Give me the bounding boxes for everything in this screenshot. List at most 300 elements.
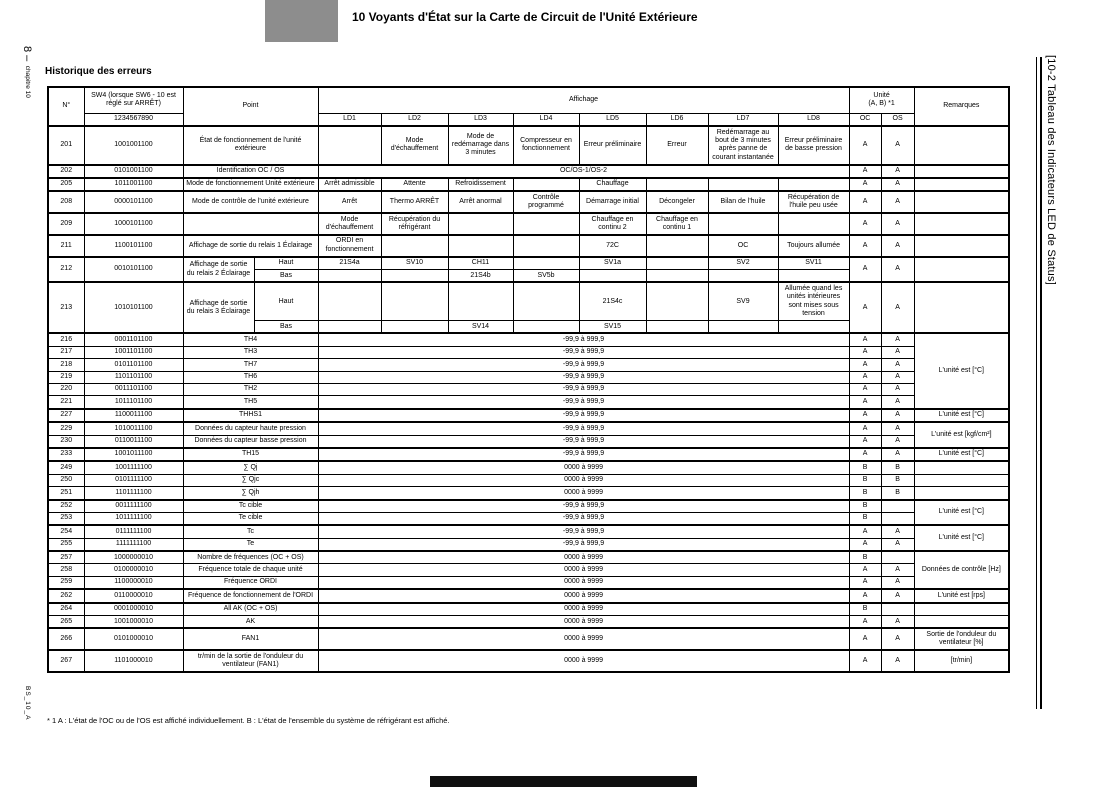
cell-os: B — [881, 487, 914, 500]
cell-display-range: -99,9 à 999,9 — [318, 359, 849, 371]
document-code: BS_10_A — [24, 686, 31, 721]
cell-sw4: 0001000010 — [84, 603, 183, 616]
table-row-220 — [48, 383, 1009, 395]
cell-ld4 — [513, 282, 579, 320]
cell-oc: A — [849, 435, 881, 448]
page-number: 8 – — [21, 46, 33, 62]
cell-sw4: 1000000010 — [84, 551, 183, 564]
cell-remark — [914, 257, 1009, 283]
cell-oc: A — [849, 576, 881, 589]
chapter-label: chapitre 10 — [24, 65, 31, 98]
cell-os: A — [881, 359, 914, 371]
cell-ld5: Chauffage — [579, 178, 646, 191]
cell-ld3: Refroidissement — [448, 178, 513, 191]
cell-remark — [914, 461, 1009, 474]
cell-point: TH7 — [183, 359, 318, 371]
column-header-remarques: Remarques — [914, 87, 1009, 126]
cell-ld7: Redémarrage au bout de 3 minutes après panne de courant instantanée — [708, 126, 778, 165]
cell-ld4 — [513, 178, 579, 191]
cell-oc: A — [849, 383, 881, 395]
cell-sw4: 0100000010 — [84, 564, 183, 576]
cell-sw4: 1011111100 — [84, 512, 183, 525]
cell-ld7 — [708, 270, 778, 283]
cell-sw4: 1100011100 — [84, 409, 183, 422]
cell-no: 217 — [48, 346, 84, 358]
cell-point: THHS1 — [183, 409, 318, 422]
cell-ld1: Mode d'échauffement — [318, 213, 381, 235]
cell-ld7: Bilan de l'huile — [708, 191, 778, 213]
cell-no: 252 — [48, 500, 84, 513]
cell-ld2: Récupération du réfrigérant — [381, 213, 448, 235]
cell-ld3: CH11 — [448, 257, 513, 270]
cell-remark: Données de contrôle [Hz] — [914, 551, 1009, 589]
cell-point: Données du capteur basse pression — [183, 435, 318, 448]
cell-display-range: -99,9 à 999,9 — [318, 512, 849, 525]
cell-os: B — [881, 461, 914, 474]
cell-ld3 — [448, 213, 513, 235]
cell-os: A — [881, 333, 914, 346]
cell-oc: A — [849, 178, 881, 191]
cell-ld6: Erreur — [646, 126, 708, 165]
cell-level: Haut — [254, 282, 318, 320]
cell-ld6 — [646, 270, 708, 283]
cell-no: 257 — [48, 551, 84, 564]
cell-sw4: 0000101100 — [84, 191, 183, 213]
cell-oc: A — [849, 616, 881, 629]
column-header-affichage: Affichage — [318, 87, 849, 113]
cell-display-range: -99,9 à 999,9 — [318, 435, 849, 448]
cell-sw4: 1010011100 — [84, 422, 183, 435]
cell-os: A — [881, 525, 914, 538]
cell-os: A — [881, 589, 914, 602]
cell-os: A — [881, 628, 914, 650]
table-row-267 — [48, 650, 1009, 672]
cell-no: 201 — [48, 126, 84, 165]
cell-ld3: Mode de redémarrage dans 3 minutes — [448, 126, 513, 165]
cell-sw4: 0101001100 — [84, 165, 183, 178]
cell-ld4 — [513, 257, 579, 270]
cell-os — [881, 512, 914, 525]
cell-oc: A — [849, 371, 881, 383]
cell-oc: B — [849, 551, 881, 564]
cell-os: A — [881, 346, 914, 358]
cell-os: A — [881, 616, 914, 629]
cell-sw4: 0110011100 — [84, 435, 183, 448]
cell-oc: B — [849, 461, 881, 474]
cell-ld2 — [381, 270, 448, 283]
cell-ld7: SV9 — [708, 282, 778, 320]
cell-remark — [914, 178, 1009, 191]
cell-sw4: 1001101100 — [84, 346, 183, 358]
table-row-253 — [48, 512, 1009, 525]
cell-oc: A — [849, 282, 881, 333]
cell-ld5 — [579, 270, 646, 283]
cell-oc: B — [849, 487, 881, 500]
cell-sw4: 0010101100 — [84, 257, 183, 283]
cell-os: A — [881, 235, 914, 257]
cell-ld8 — [778, 178, 849, 191]
cell-point: Affichage de sortie du relais 1 Éclairage — [183, 235, 318, 257]
cell-point: Nombre de fréquences (OC + OS) — [183, 551, 318, 564]
cell-ld4: Contrôle programmé — [513, 191, 579, 213]
table-row-254 — [48, 525, 1009, 538]
table-header — [48, 87, 1009, 126]
cell-sw4: 1001001100 — [84, 126, 183, 165]
cell-remark: L'unité est [°C] — [914, 409, 1009, 422]
cell-display-range: -99,9 à 999,9 — [318, 346, 849, 358]
cell-oc: B — [849, 512, 881, 525]
cell-display-range: -99,9 à 999,9 — [318, 396, 849, 409]
cell-point: TH3 — [183, 346, 318, 358]
cell-os: A — [881, 383, 914, 395]
table-row-257 — [48, 551, 1009, 564]
cell-oc: A — [849, 165, 881, 178]
table-row-212 — [48, 257, 1009, 270]
cell-sw4: 1001111100 — [84, 461, 183, 474]
cell-os: A — [881, 191, 914, 213]
cell-oc: B — [849, 603, 881, 616]
side-tab-rule — [1036, 57, 1042, 709]
cell-no: 213 — [48, 282, 84, 333]
cell-point: Tc — [183, 525, 318, 538]
cell-remark — [914, 213, 1009, 235]
cell-no: 267 — [48, 650, 84, 672]
cell-point: ∑ Qjh — [183, 487, 318, 500]
table-row-252 — [48, 500, 1009, 513]
cell-ld5: Erreur préliminaire — [579, 126, 646, 165]
cell-os: A — [881, 538, 914, 551]
cell-no: 227 — [48, 409, 84, 422]
column-header-ld1: LD1 — [318, 113, 381, 126]
cell-no: 202 — [48, 165, 84, 178]
cell-point: Fréquence ORDI — [183, 576, 318, 589]
cell-os: A — [881, 576, 914, 589]
cell-no: 255 — [48, 538, 84, 551]
cell-sw4: 0011111100 — [84, 500, 183, 513]
cell-display-range: 0000 à 9999 — [318, 487, 849, 500]
cell-no: 254 — [48, 525, 84, 538]
cell-no: 250 — [48, 474, 84, 486]
cell-remark: L'unité est [°C] — [914, 448, 1009, 461]
side-tab-label: [10-2 Tableau des Indicateurs LED de Status] — [1045, 55, 1057, 285]
cell-no: 205 — [48, 178, 84, 191]
cell-ld6: Chauffage en continu 1 — [646, 213, 708, 235]
cell-display-range: -99,9 à 999,9 — [318, 538, 849, 551]
cell-point: Identification OC / OS — [183, 165, 318, 178]
cell-ld7 — [708, 213, 778, 235]
column-header-os: OS — [881, 113, 914, 126]
cell-remark — [914, 235, 1009, 257]
cell-display-range: 0000 à 9999 — [318, 589, 849, 602]
cell-point: TH15 — [183, 448, 318, 461]
table-row-262 — [48, 589, 1009, 602]
table-row-265 — [48, 616, 1009, 629]
cell-oc: A — [849, 213, 881, 235]
cell-point: Te cible — [183, 512, 318, 525]
cell-remark — [914, 603, 1009, 616]
table-row-213 — [48, 282, 1009, 320]
column-header-unite — [849, 87, 914, 113]
cell-remark: L'unité est [kgf/cm²] — [914, 422, 1009, 448]
cell-ld8: SV11 — [778, 257, 849, 270]
section-heading: Historique des erreurs — [45, 66, 152, 77]
cell-ld1 — [318, 282, 381, 320]
cell-no: 218 — [48, 359, 84, 371]
table-row-264 — [48, 603, 1009, 616]
cell-oc: A — [849, 538, 881, 551]
table-row-211 — [48, 235, 1009, 257]
cell-ld3: 21S4b — [448, 270, 513, 283]
cell-point: Données du capteur haute pression — [183, 422, 318, 435]
cell-oc: A — [849, 628, 881, 650]
cell-no: 259 — [48, 576, 84, 589]
cell-display-range: 0000 à 9999 — [318, 576, 849, 589]
cell-os: A — [881, 422, 914, 435]
cell-no: 209 — [48, 213, 84, 235]
table-row-219 — [48, 371, 1009, 383]
cell-ld8: Allumée quand les unités intérieures sont mises sous tension — [778, 282, 849, 320]
column-header-point: Point — [183, 87, 318, 126]
cell-display-range: 0000 à 9999 — [318, 603, 849, 616]
cell-sw4: 0101111100 — [84, 474, 183, 486]
cell-sw4: 0001101100 — [84, 333, 183, 346]
cell-display-range: -99,9 à 999,9 — [318, 333, 849, 346]
cell-oc: A — [849, 359, 881, 371]
column-header-sw4-digits: 1234567890 — [84, 113, 183, 126]
cell-ld2 — [381, 235, 448, 257]
cell-remark — [914, 282, 1009, 333]
cell-sw4: 0111111100 — [84, 525, 183, 538]
cell-remark — [914, 474, 1009, 486]
cell-ld1 — [318, 126, 381, 165]
cell-remark: L'unité est [°C] — [914, 525, 1009, 551]
cell-no: 221 — [48, 396, 84, 409]
footnote: * 1 A : L'état de l'OC ou de l'OS est affiché individuellement. B : L'état de l'ensemble du système de réfrigérant est affiché. — [47, 716, 450, 725]
cell-display-range: -99,9 à 999,9 — [318, 500, 849, 513]
cell-ld6 — [646, 257, 708, 270]
cell-remark: Sortie de l'onduleur du ventilateur [%] — [914, 628, 1009, 650]
cell-no: 229 — [48, 422, 84, 435]
cell-ld1 — [318, 270, 381, 283]
cell-remark: L'unité est [rps] — [914, 589, 1009, 602]
cell-no: 230 — [48, 435, 84, 448]
cell-sw4: 1001011100 — [84, 448, 183, 461]
cell-os: A — [881, 178, 914, 191]
table-row-227 — [48, 409, 1009, 422]
cell-ld3 — [448, 282, 513, 320]
cell-ld4: Compresseur en fonctionnement — [513, 126, 579, 165]
cell-ld6 — [646, 178, 708, 191]
cell-sw4: 1101111100 — [84, 487, 183, 500]
cell-display-range: OC/OS-1/OS-2 — [318, 165, 849, 178]
cell-no: 265 — [48, 616, 84, 629]
cell-ld2 — [381, 282, 448, 320]
cell-no: 208 — [48, 191, 84, 213]
cell-ld1: ORDI en fonctionnement — [318, 235, 381, 257]
cell-no: 266 — [48, 628, 84, 650]
cell-os: A — [881, 213, 914, 235]
cell-display-range: 0000 à 9999 — [318, 616, 849, 629]
table-row-209 — [48, 213, 1009, 235]
table-row-216 — [48, 333, 1009, 346]
cell-display-range: 0000 à 9999 — [318, 650, 849, 672]
cell-level: Haut — [254, 257, 318, 270]
cell-no: 233 — [48, 448, 84, 461]
cell-no: 211 — [48, 235, 84, 257]
cell-oc: A — [849, 525, 881, 538]
cell-remark — [914, 487, 1009, 500]
cell-os: A — [881, 257, 914, 283]
error-history-table-wrapper — [47, 86, 1010, 673]
cell-ld8 — [778, 270, 849, 283]
cell-oc: A — [849, 448, 881, 461]
cell-remark — [914, 616, 1009, 629]
cell-sw4: 1100101100 — [84, 235, 183, 257]
cell-sw4: 0011101100 — [84, 383, 183, 395]
cell-oc: A — [849, 235, 881, 257]
cell-oc: A — [849, 191, 881, 213]
header-row-1 — [48, 87, 1009, 113]
cell-oc: B — [849, 500, 881, 513]
cell-no: 219 — [48, 371, 84, 383]
cell-point: ∑ Qjc — [183, 474, 318, 486]
cell-no: 220 — [48, 383, 84, 395]
column-header-ld3: LD3 — [448, 113, 513, 126]
cell-sw4: 1111111100 — [84, 538, 183, 551]
cell-no: 262 — [48, 589, 84, 602]
cell-os: B — [881, 474, 914, 486]
cell-sw4: 0101101100 — [84, 359, 183, 371]
cell-point: TH2 — [183, 383, 318, 395]
cell-point: TH4 — [183, 333, 318, 346]
cell-point: Affichage de sortie du relais 2 Éclairage — [183, 257, 254, 283]
cell-ld4 — [513, 213, 579, 235]
cell-ld5: Chauffage en continu 2 — [579, 213, 646, 235]
cell-display-range: 0000 à 9999 — [318, 551, 849, 564]
cell-ld7: SV2 — [708, 257, 778, 270]
cell-oc: A — [849, 333, 881, 346]
cell-point: État de fonctionnement de l'unité extérieure — [183, 126, 318, 165]
error-history-table — [47, 86, 1010, 673]
cell-sw4: 1001000010 — [84, 616, 183, 629]
column-header-ld7: LD7 — [708, 113, 778, 126]
cell-display-range: -99,9 à 999,9 — [318, 422, 849, 435]
cell-point: ∑ Qj — [183, 461, 318, 474]
table-row-208 — [48, 191, 1009, 213]
unite-line2: (A, B) *1 — [868, 100, 895, 108]
table-row-221 — [48, 396, 1009, 409]
cell-ld2: SV10 — [381, 257, 448, 270]
cell-sw4: 0110000010 — [84, 589, 183, 602]
cell-ld5: 72C — [579, 235, 646, 257]
cell-ld6 — [646, 282, 708, 320]
cell-oc: A — [849, 422, 881, 435]
table-row-202 — [48, 165, 1009, 178]
bottom-scan-bar — [430, 776, 697, 787]
cell-ld6 — [646, 235, 708, 257]
column-header-ld4: LD4 — [513, 113, 579, 126]
table-row-251 — [48, 487, 1009, 500]
column-header-ld8: LD8 — [778, 113, 849, 126]
cell-ld5: 21S4c — [579, 282, 646, 320]
cell-ld5: SV15 — [579, 321, 646, 334]
cell-ld4 — [513, 235, 579, 257]
cell-remark — [914, 126, 1009, 165]
cell-oc: A — [849, 409, 881, 422]
cell-oc: B — [849, 474, 881, 486]
cell-sw4: 1101101100 — [84, 371, 183, 383]
column-header-sw4: SW4 (lorsque SW6 - 10 est réglé sur ARRÊT) — [84, 87, 183, 113]
cell-display-range: 0000 à 9999 — [318, 474, 849, 486]
column-header-oc: OC — [849, 113, 881, 126]
cell-point: Fréquence de fonctionnement de l'ORDI — [183, 589, 318, 602]
column-header-ld6: LD6 — [646, 113, 708, 126]
cell-os: A — [881, 396, 914, 409]
cell-os: A — [881, 409, 914, 422]
cell-ld7: OC — [708, 235, 778, 257]
cell-level: Bas — [254, 270, 318, 283]
cell-oc: A — [849, 589, 881, 602]
cell-remark: [tr/min] — [914, 650, 1009, 672]
cell-sw4: 1010101100 — [84, 282, 183, 333]
cell-point: Te — [183, 538, 318, 551]
column-header-ld5: LD5 — [579, 113, 646, 126]
cell-ld3: SV14 — [448, 321, 513, 334]
table-row-218 — [48, 359, 1009, 371]
cell-ld6: Décongeler — [646, 191, 708, 213]
cell-point — [183, 213, 318, 235]
cell-ld8: Récupération de l'huile peu usée — [778, 191, 849, 213]
cell-ld2 — [381, 321, 448, 334]
cell-remark — [914, 165, 1009, 178]
cell-ld2: Attente — [381, 178, 448, 191]
cell-sw4: 1011101100 — [84, 396, 183, 409]
cell-point: Tc cible — [183, 500, 318, 513]
cell-os: A — [881, 435, 914, 448]
cell-no: 251 — [48, 487, 84, 500]
cell-oc: A — [849, 346, 881, 358]
page-number-margin — [18, 46, 36, 98]
cell-no: 216 — [48, 333, 84, 346]
cell-os — [881, 500, 914, 513]
table-row-229 — [48, 422, 1009, 435]
cell-ld2: Mode d'échauffement — [381, 126, 448, 165]
cell-level: Bas — [254, 321, 318, 334]
cell-point: Fréquence totale de chaque unité — [183, 564, 318, 576]
table-row-259 — [48, 576, 1009, 589]
cell-ld8 — [778, 213, 849, 235]
cell-oc: A — [849, 564, 881, 576]
table-row-255 — [48, 538, 1009, 551]
cell-remark: L'unité est [°C] — [914, 333, 1009, 408]
cell-point: Affichage de sortie du relais 3 Éclairage — [183, 282, 254, 333]
cell-sw4: 1101000010 — [84, 650, 183, 672]
cell-ld4: SV5b — [513, 270, 579, 283]
cell-ld6 — [646, 321, 708, 334]
cell-point: Mode de contrôle de l'unité extérieure — [183, 191, 318, 213]
cell-os: A — [881, 165, 914, 178]
cell-ld2: Thermo ARRÊT — [381, 191, 448, 213]
cell-oc: A — [849, 257, 881, 283]
cell-ld8: Erreur préliminaire de basse pression — [778, 126, 849, 165]
table-row-249 — [48, 461, 1009, 474]
cell-point: All AK (OC + OS) — [183, 603, 318, 616]
table-row-205 — [48, 178, 1009, 191]
table-row-201 — [48, 126, 1009, 165]
cell-os: A — [881, 564, 914, 576]
cell-sw4: 0101000010 — [84, 628, 183, 650]
table-row-250 — [48, 474, 1009, 486]
